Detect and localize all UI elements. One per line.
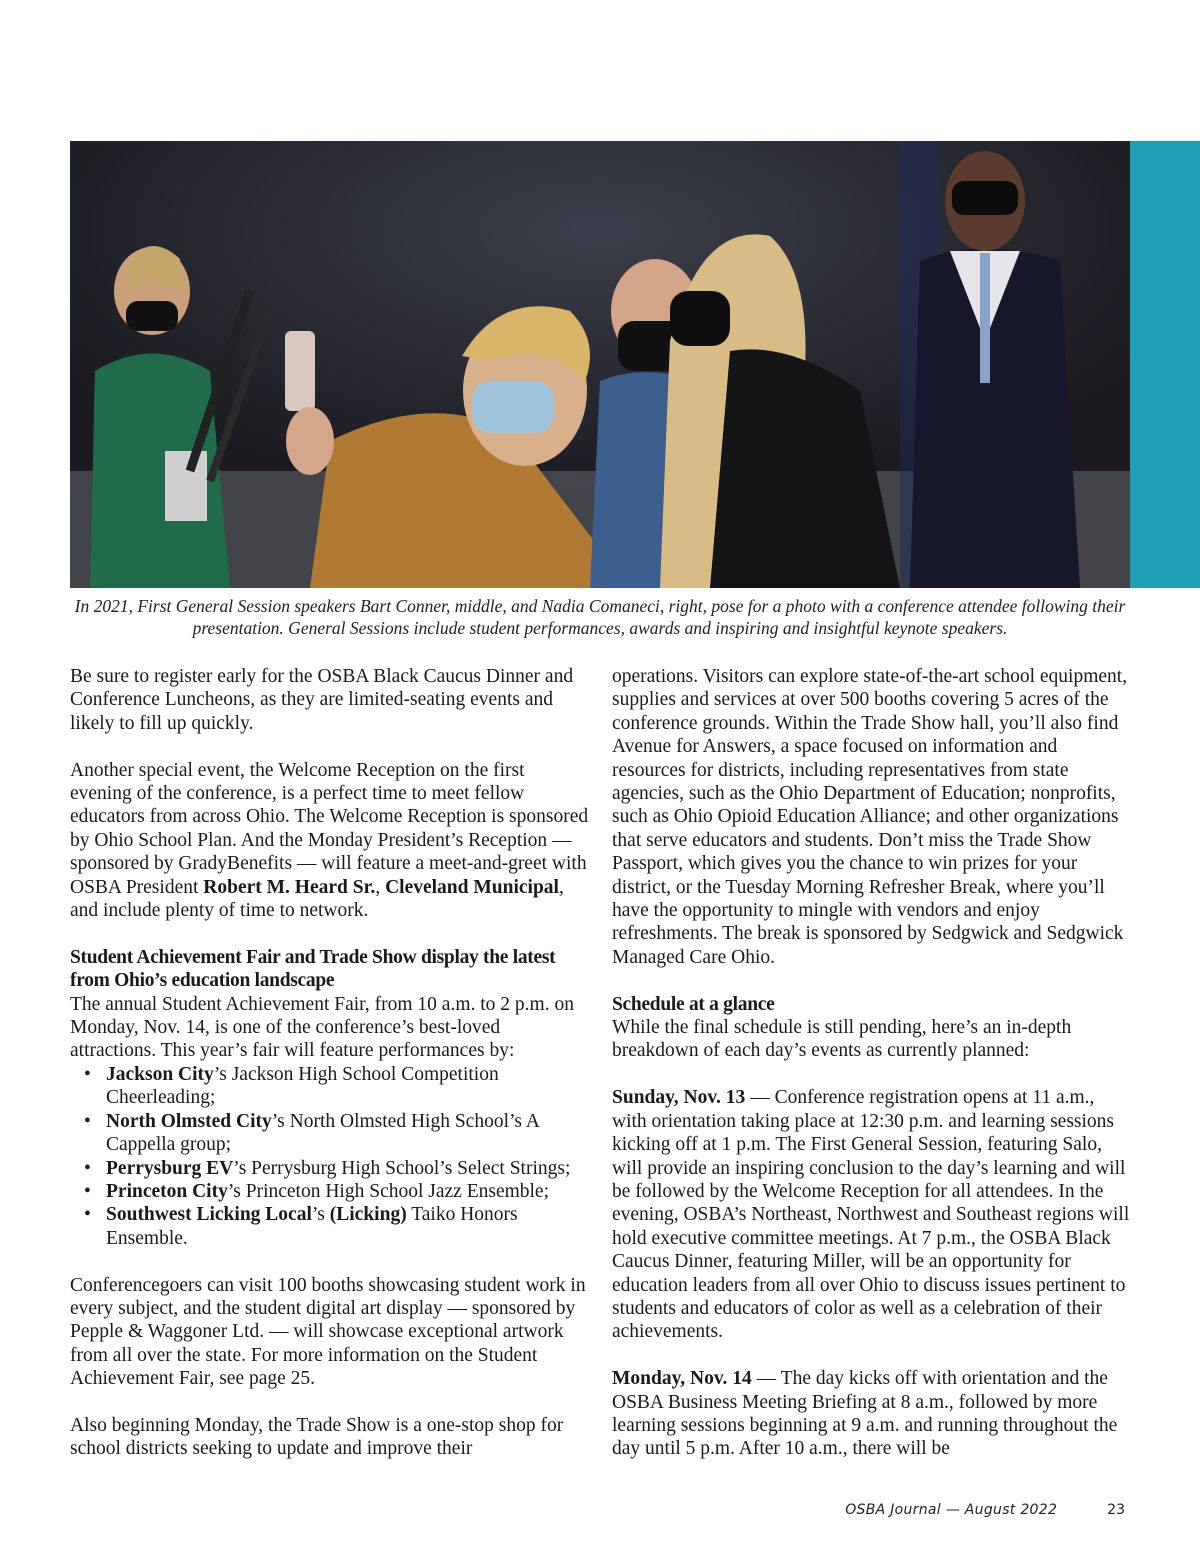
section-heading: Schedule at a glance (612, 993, 775, 1015)
paragraph: Also beginning Monday, the Trade Show is a one-stop shop for school districts seeking to update and improve their (70, 1414, 564, 1460)
paragraph: Conferencegoers can visit 100 booths showcasing student work in every subject, and the student digital art display — sponsored by Pepple & Waggoner Ltd. — will showcase exceptional artwork from all over the state. For more information on the Student Achievement Fair, see page 25. (70, 1274, 586, 1390)
event-photo (70, 141, 1130, 588)
accent-bar (1130, 141, 1200, 588)
event-photo-illustration (70, 141, 1130, 588)
list-item: • Southwest Licking Local’s (Licking) Taiko Honors Ensemble. (70, 1203, 590, 1250)
paragraph: Sunday, Nov. 13 — Conference registration opens at 11 a.m., with orientation taking place at 12:30 p.m. and learning sessions kicking off at 1 p.m. The First General Session, featuring Salo, will provide an inspiring conclusion to the day’s learning and will be followed by the Welcome Reception for all attendees. In the evening, OSBA’s Northeast, Northwest and Southeast regions will hold executive committee meetings. At 7 p.m., the OSBA Black Caucus Dinner, featuring Miller, will be an opportunity for education leaders from all over Ohio to discuss issues pertinent to students and educators of color as well as a celebration of their achievements. (612, 1087, 1130, 1343)
performer-list (70, 1063, 590, 1250)
list-item: • Princeton City’s Princeton High School Jazz Ensemble; (70, 1180, 590, 1203)
list-item: • Perrysburg EV’s Perrysburg High School’s Select Strings; (70, 1157, 590, 1180)
paragraph: While the final schedule is still pending, here’s an in-depth breakdown of each day’s events as currently planned: (612, 1017, 1072, 1062)
paragraph: The annual Student Achievement Fair, from 10 a.m. to 2 p.m. on Monday, Nov. 14, is one of the conference’s best-loved attractions. This year’s fair will feature performances by: (70, 993, 574, 1062)
left-column (70, 665, 590, 1484)
list-item: • Jackson City’s Jackson High School Competition Cheerleading; (70, 1063, 590, 1110)
page-number: 23 (1107, 1502, 1125, 1518)
paragraph: Another special event, the Welcome Reception on the first evening of the conference, is a perfect time to meet fellow educators from across Ohio. The Welcome Reception is sponsored by Ohio School Plan. And the Monday President’s Reception — sponsored by GradyBenefits — will feature a meet-and-greet with OSBA President Robert M. Heard Sr., Cleveland Municipal, and include plenty of time to network. (70, 759, 589, 922)
page-footer (845, 1502, 1125, 1518)
photo-caption: In 2021, First General Session speakers Bart Conner, middle, and Nadia Comaneci, right, pose for a photo with a conference attendee following their presentation. General Sessions include student performances, awards and inspiring and insightful keynote speakers. (74, 596, 1126, 638)
paragraph: Be sure to register early for the OSBA Black Caucus Dinner and Conference Luncheons, as they are limited-seating events and likely to fill up quickly. (70, 666, 574, 734)
paragraph: operations. Visitors can explore state-of-the-art school equipment, supplies and services at over 500 booths covering 5 acres of the conference grounds. Within the Trade Show hall, you’ll also find Avenue for Answers, a space focused on information and resources for districts, including representatives from state agencies, such as the Ohio Department of Education; nonprofits, such as Ohio Opioid Education Alliance; and other organizations that serve educators and students. Don’t miss the Trade Show Passport, which gives you the chance to win prizes for your district, or the Tuesday Morning Refresher Break, where you’ll have the opportunity to mingle with vendors and enjoy refreshments. The break is sponsored by Sedgwick and Sedgwick Managed Care Ohio. (612, 666, 1128, 968)
paragraph: Monday, Nov. 14 — The day kicks off with orientation and the OSBA Business Meeting Briefing at 8 a.m., followed by more learning sessions beginning at 9 a.m. and running throughout the day until 5 p.m. After 10 a.m., there will be (612, 1368, 1118, 1460)
right-column (612, 665, 1132, 1484)
journal-title: OSBA Journal — August 2022 (845, 1502, 1058, 1518)
section-heading: Student Achievement Fair and Trade Show display the latest from Ohio’s education landscape (70, 946, 556, 992)
list-item: • North Olmsted City’s North Olmsted High School’s A Cappella group; (70, 1110, 590, 1157)
